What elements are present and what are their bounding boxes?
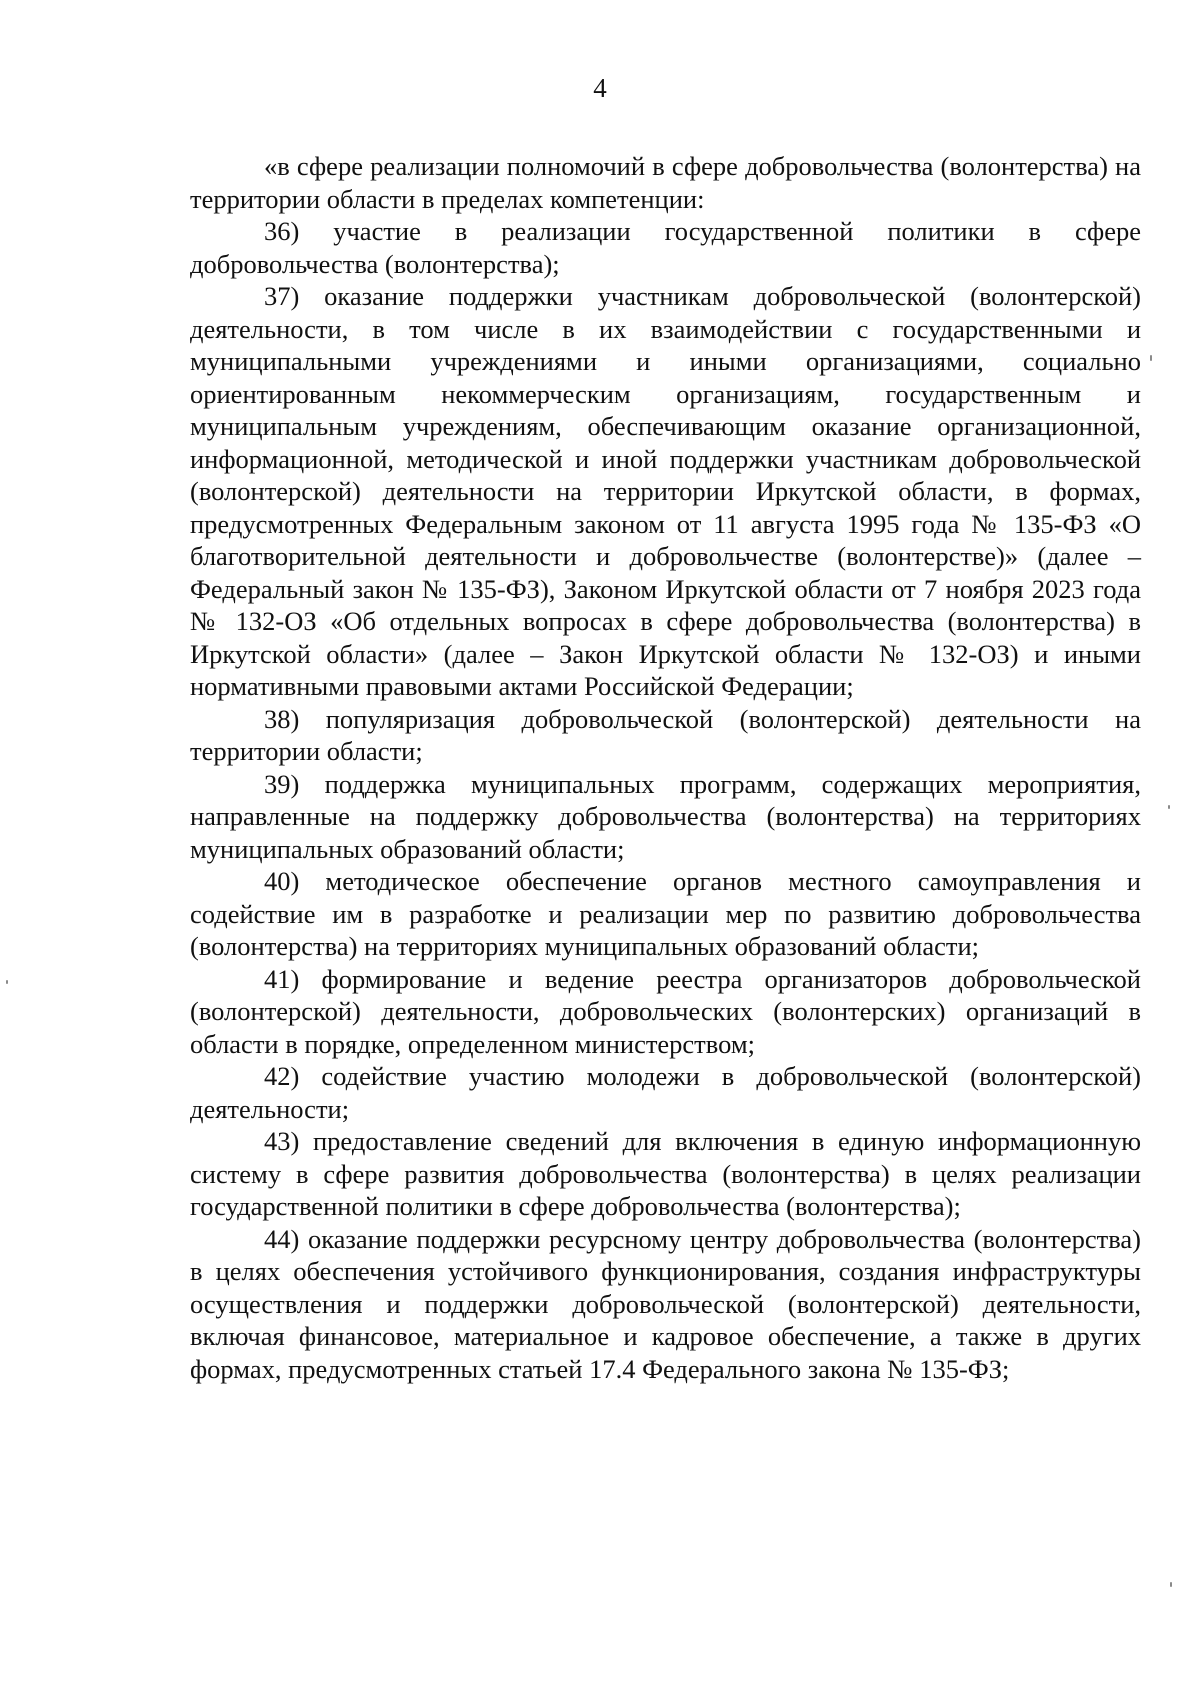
paragraph-item-36: 36) участие в реализации государственной политики в сфере добровольчества (волонтерства); bbox=[190, 216, 1141, 279]
paragraph-item-42: 42) содействие участию молодежи в добровольческой (волонтерской) деятельности; bbox=[190, 1061, 1141, 1124]
paragraph-item-43: 43) предоставление сведений для включения в единую информационную систему в сфере развития добровольчества (волонтерства) в целях реализации государственной политики в сфере добровольчества (волонтерства); bbox=[190, 1126, 1141, 1221]
paragraph-item-40: 40) методическое обеспечение органов местного самоуправления и содействие им в разработке и реализации мер по развитию добровольчества (волонтерства) на территориях муниципальных образований области; bbox=[190, 866, 1141, 961]
scan-speck bbox=[6, 980, 8, 984]
document-body bbox=[190, 150, 1141, 1385]
scan-speck bbox=[1150, 355, 1152, 361]
scan-speck bbox=[1170, 1582, 1172, 1587]
paragraph-intro: «в сфере реализации полномочий в сфере добровольчества (волонтерства) на территории области в пределах компетенции: bbox=[190, 151, 1141, 214]
scan-speck bbox=[1168, 805, 1170, 809]
paragraph-item-37: 37) оказание поддержки участникам добровольческой (волонтерской) деятельности, в том числе в их взаимодействии с государственными и муниципальными учреждениями и иными организациями, социально ориентированным некоммерческим организациям, государственным и муниципальным учреждениям, обеспечивающим оказание организационной, информационной, методической и иной поддержки участникам добровольческой (волонтерской) деятельности на территории Иркутской области, в формах, предусмотренных Федеральным законом от 11 августа 1995 года № 135-ФЗ «О благотворительной деятельности и добровольчестве (волонтерстве)» (далее – Федеральный закон № 135-ФЗ), Законом Иркутской области от 7 ноября 2023 года № 132-ОЗ «Об отдельных вопросах в сфере добровольчества (волонтерства) в Иркутской области» (далее – Закон Иркутской области № 132-ОЗ) и иными нормативными правовыми актами Российской Федерации; bbox=[190, 281, 1141, 701]
paragraph-item-39: 39) поддержка муниципальных программ, содержащих мероприятия, направленные на поддержку добровольчества (волонтерства) на территориях муниципальных образований области; bbox=[190, 768, 1141, 864]
page-number: 4 bbox=[593, 73, 607, 103]
paragraph-item-38: 38) популяризация добровольческой (волонтерской) деятельности на территории области; bbox=[190, 703, 1141, 766]
paragraph-item-41: 41) формирование и ведение реестра организаторов добровольческой (волонтерской) деятельности, добровольческих (волонтерских) организаций в области в порядке, определенном министерством; bbox=[190, 963, 1141, 1059]
paragraph-item-44: 44) оказание поддержки ресурсному центру добровольчества (волонтерства) в целях обеспечения устойчивого функционирования, создания инфраструктуры осуществления и поддержки добровольческой (волонтерской) деятельности, включая финансовое, материальное и кадровое обеспечение, а также в других формах, предусмотренных статьей 17.4 Федерального закона № 135-ФЗ; bbox=[190, 1223, 1141, 1384]
